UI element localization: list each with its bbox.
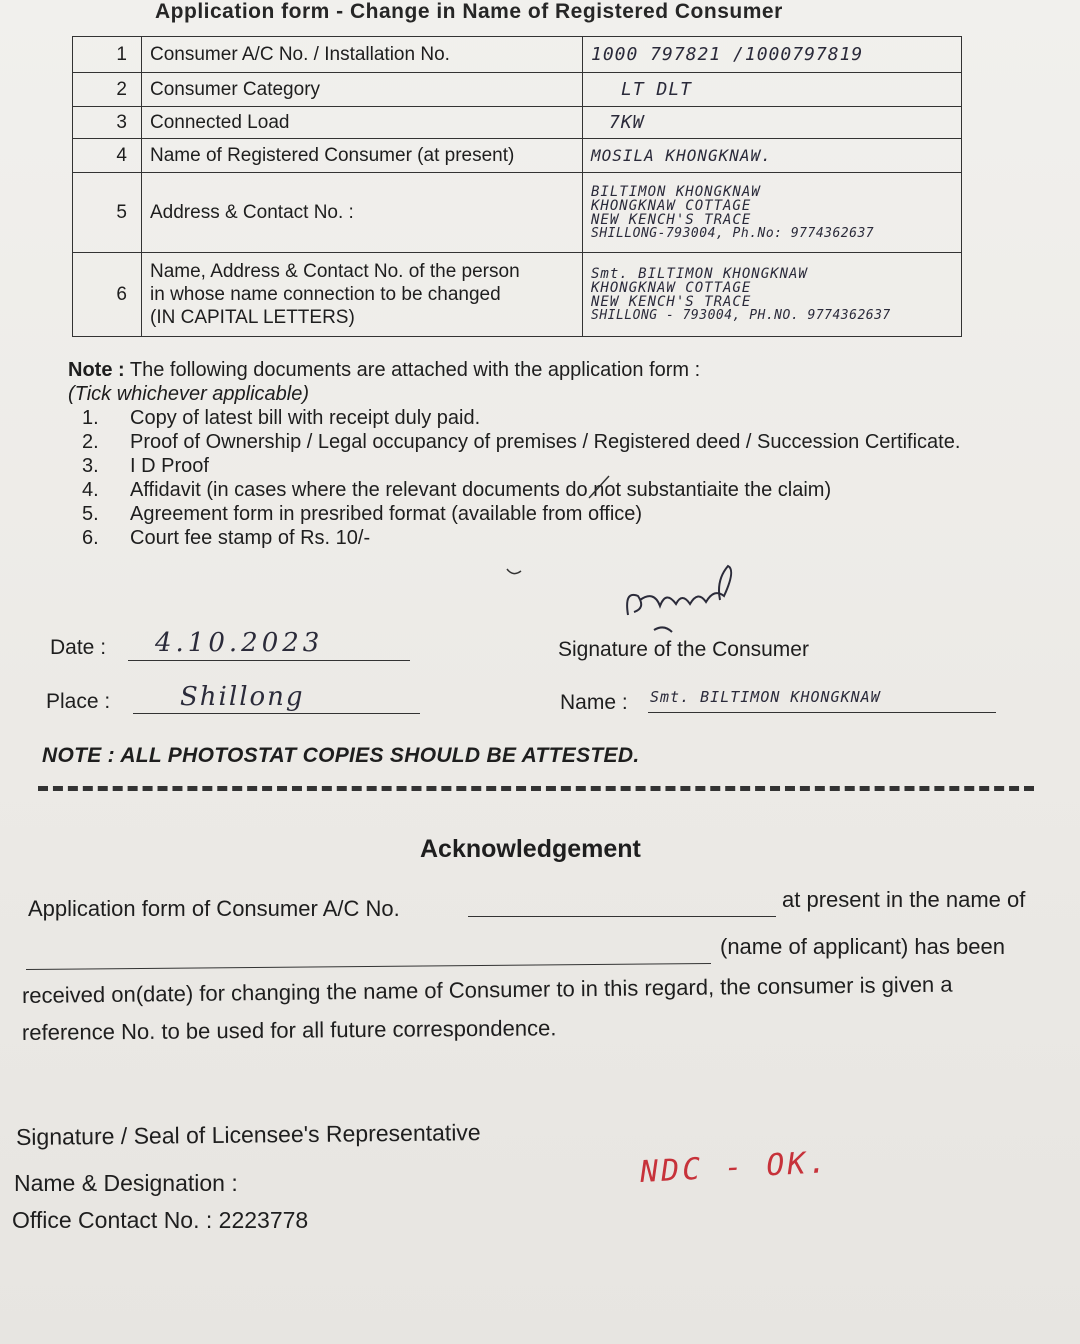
list-item: [82, 526, 982, 550]
list-item: [82, 430, 982, 454]
list-text: Agreement form in presribed format (available from office): [130, 503, 643, 525]
place-value: Shillong: [180, 682, 305, 712]
place-label: Place :: [46, 690, 111, 713]
table-row: [73, 37, 962, 73]
list-number: 3.: [82, 455, 99, 477]
row-label-line: Name, Address & Contact No. of the person: [150, 261, 520, 282]
row-value: [583, 37, 962, 73]
list-number: 1.: [82, 407, 99, 429]
list-text: I D Proof: [130, 455, 209, 477]
name-line: [648, 712, 996, 713]
list-number: 2.: [82, 431, 99, 453]
row-number: 1: [73, 37, 142, 73]
ack-line-1b: at present in the name of: [782, 887, 1026, 912]
table-row: [73, 139, 962, 173]
handwritten-address-line: SHILLONG - 793004, PH.NO. 9774362637: [591, 307, 891, 323]
table-row: [73, 107, 962, 139]
ack-line-4: reference No. to be used for all future correspondence.: [21, 1015, 557, 1045]
list-text: Affidavit (in cases where the relevant documents do not substantiaite the claim): [130, 479, 832, 501]
row-label: Consumer Category: [142, 73, 583, 107]
list-item: [82, 502, 982, 526]
list-item: [82, 406, 982, 430]
handwritten-account-no: 1000 797821 /1000797819: [591, 43, 864, 65]
row-value: [583, 73, 962, 107]
consumer-form-table: [72, 36, 962, 337]
licensee-signature-label: Signature / Seal of Licensee's Representative: [15, 1119, 481, 1150]
signature-label: Signature of the Consumer: [558, 638, 809, 661]
date-value: 4.10.2023: [155, 628, 324, 658]
documents-list: [82, 406, 982, 550]
ack-line-1a: Application form of Consumer A/C No.: [28, 896, 400, 921]
row-value: [583, 173, 962, 253]
ack-line-3: received on(date) for changing the name of Consumer to in this regard, the consumer is given a: [21, 971, 953, 1008]
handwritten-address-line: NEW KENCH'S TRACE: [591, 211, 752, 228]
list-text: Copy of latest bill with receipt duly paid.: [130, 407, 481, 429]
handwritten-category: LT DLT: [621, 78, 693, 100]
handwritten-present-name: MOSILA KHONGKNAW.: [591, 145, 772, 165]
list-number: 4.: [82, 479, 99, 501]
list-number: 5.: [82, 503, 99, 525]
office-contact: Office Contact No. : 2223778: [12, 1207, 309, 1233]
row-label-line: (IN CAPITAL LETTERS): [150, 307, 355, 328]
handwritten-address-line: KHONGKNAW COTTAGE: [591, 197, 752, 214]
row-number: 3: [73, 107, 142, 139]
name-designation-label: Name & Designation :: [14, 1170, 238, 1196]
consumer-signature-icon: [620, 560, 750, 640]
documents-note: [68, 358, 700, 406]
row-label-line: in whose name connection to be changed: [150, 284, 501, 305]
dashed-divider: [38, 786, 1034, 791]
row-number: 6: [73, 253, 142, 337]
tick-mark-icon: [505, 565, 525, 579]
note-tick-instruction: (Tick whichever applicable): [68, 383, 310, 405]
handwritten-address-line: SHILLONG-793004, Ph.No: 9774362637: [591, 225, 875, 241]
row-number: 2: [73, 73, 142, 107]
row-value: [583, 253, 962, 337]
tick-mark-icon: [585, 472, 615, 502]
form-title: Application form - Change in Name of Registered Consumer: [155, 0, 783, 23]
row-label: Connected Load: [142, 107, 583, 139]
handwritten-new-name: Smt. BILTIMON KHONGKNAW: [591, 265, 808, 282]
name-value: Smt. BILTIMON KHONGKNAW: [650, 688, 881, 706]
handwritten-address-line: NEW KENCH'S TRACE: [591, 293, 752, 310]
row-label: Address & Contact No. :: [142, 173, 583, 253]
table-row: [73, 253, 962, 337]
handwritten-load: 7KW: [609, 111, 645, 133]
row-label: [142, 253, 583, 337]
note-text: The following documents are attached with the application form :: [129, 359, 701, 381]
row-label: Consumer A/C No. / Installation No.: [142, 37, 583, 73]
note-prefix: Note :: [68, 359, 125, 381]
ack-line-2: (name of applicant) has been: [720, 934, 1005, 959]
table-row: [73, 73, 962, 107]
row-label: Name of Registered Consumer (at present): [142, 139, 583, 173]
attest-note: NOTE : ALL PHOTOSTAT COPIES SHOULD BE ATTESTED.: [42, 744, 640, 767]
ndc-remark: NDC - OK.: [639, 1145, 831, 1190]
name-label: Name :: [560, 691, 628, 714]
ack-applicant-line: [26, 963, 711, 970]
list-text: Court fee stamp of Rs. 10/-: [130, 527, 371, 549]
handwritten-address-line: KHONGKNAW COTTAGE: [591, 279, 752, 296]
row-value: [583, 107, 962, 139]
ack-account-line: [468, 916, 776, 917]
list-item: [82, 454, 982, 478]
place-line: [133, 713, 420, 714]
date-line: [128, 660, 410, 661]
table-row: [73, 173, 962, 253]
row-value: [583, 139, 962, 173]
row-number: 4: [73, 139, 142, 173]
list-item: [82, 478, 982, 502]
handwritten-address-line: BILTIMON KHONGKNAW: [591, 183, 761, 200]
date-label: Date :: [50, 636, 107, 659]
list-number: 6.: [82, 527, 99, 549]
acknowledgement-title: Acknowledgement: [420, 835, 641, 863]
list-text: Proof of Ownership / Legal occupancy of premises / Registered deed / Succession Certificate.: [130, 431, 961, 453]
row-number: 5: [73, 173, 142, 253]
